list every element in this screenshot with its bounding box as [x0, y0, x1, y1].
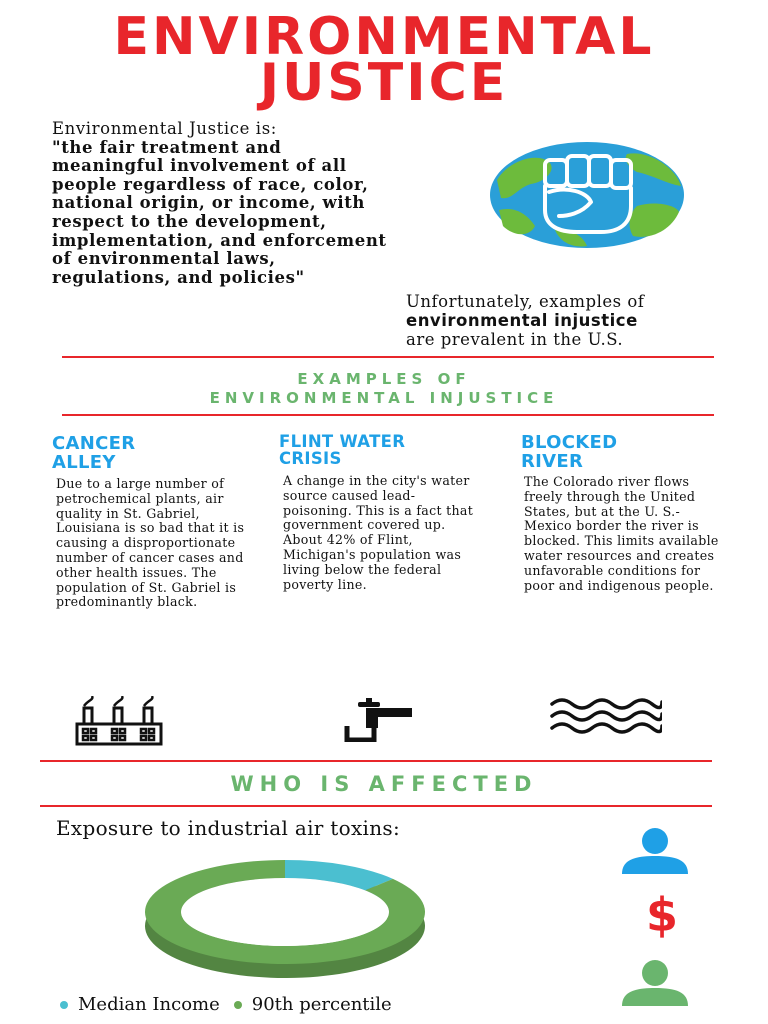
chart-legend	[60, 994, 396, 1015]
divider	[40, 805, 712, 807]
example-title-line: CANCER	[52, 433, 136, 454]
example-body-flint: A change in the city's water source caused lead-poisoning. This is a fact that government covered up. About 42% of Flint, Michigan's population was living below the federal poverty line.	[283, 473, 474, 592]
chart-title: Exposure to industrial air toxins:	[56, 816, 401, 840]
donut-chart	[140, 856, 430, 984]
divider	[62, 414, 714, 416]
dollar-icon: $	[645, 888, 678, 942]
example-body-blocked-river: The Colorado river flows freely through the United States, but at the U. S.-Mexico border the river is blocked. This limits available water resources and creates unfavorable conditions for poor and indigenous people.	[524, 474, 719, 593]
legend-swatch	[234, 1001, 242, 1009]
water-tap-icon	[344, 696, 414, 746]
example-title-blocked-river	[521, 433, 617, 471]
definition-block	[52, 120, 392, 287]
legend-item-median-income	[60, 994, 220, 1015]
example-title-flint	[279, 433, 405, 467]
example-title-line: ALLEY	[52, 452, 116, 473]
donut-hole	[181, 878, 389, 946]
legend-item-90th-percentile	[234, 994, 392, 1015]
prevalence-before: Unfortunately, examples of	[406, 292, 645, 311]
examples-heading-line-1: EXAMPLES OF	[297, 370, 471, 388]
prevalence-emphasis: environmental injustice	[406, 311, 638, 330]
example-title-line: FLINT WATER	[279, 432, 406, 451]
examples-heading	[0, 370, 768, 408]
divider	[40, 760, 712, 762]
example-title-line: CRISIS	[279, 449, 342, 468]
legend-swatch	[60, 1001, 68, 1009]
legend-label: Median Income	[78, 994, 220, 1015]
person-green-icon	[620, 960, 690, 1010]
example-title-line: BLOCKED	[521, 432, 618, 453]
example-body-cancer-alley: Due to a large number of petrochemical plants, air quality in St. Gabriel, Louisiana is so bad that it is causing a disproportionate number of cancer cases and other health issues. The population of St. Gabriel is predominantly black.	[56, 476, 245, 610]
page-title-line-2: JUSTICE	[259, 53, 509, 113]
person-blue-icon	[620, 828, 690, 878]
definition-lead: Environmental Justice is:	[52, 119, 277, 138]
who-is-affected-heading: WHO IS AFFECTED	[230, 772, 538, 796]
page-title-line-1: ENVIRONMENTAL	[113, 7, 655, 67]
definition-quote: "the fair treatment and meaningful involvement of all people regardless of race, color, national origin, or income, with respect to the development, implementation, and enforcement of environmental laws, regulations, and policies"	[52, 137, 387, 287]
waves-icon	[550, 696, 662, 740]
prevalence-statement	[406, 292, 756, 349]
example-title-cancer-alley	[52, 434, 135, 472]
legend-label: 90th percentile	[251, 994, 392, 1015]
factory-icon	[74, 696, 164, 750]
example-title-line: RIVER	[521, 451, 584, 472]
examples-heading-line-2: ENVIRONMENTAL INJUSTICE	[209, 389, 559, 407]
globe-fist-icon	[487, 140, 687, 250]
prevalence-after: are prevalent in the U.S.	[406, 330, 624, 349]
divider	[62, 356, 714, 358]
